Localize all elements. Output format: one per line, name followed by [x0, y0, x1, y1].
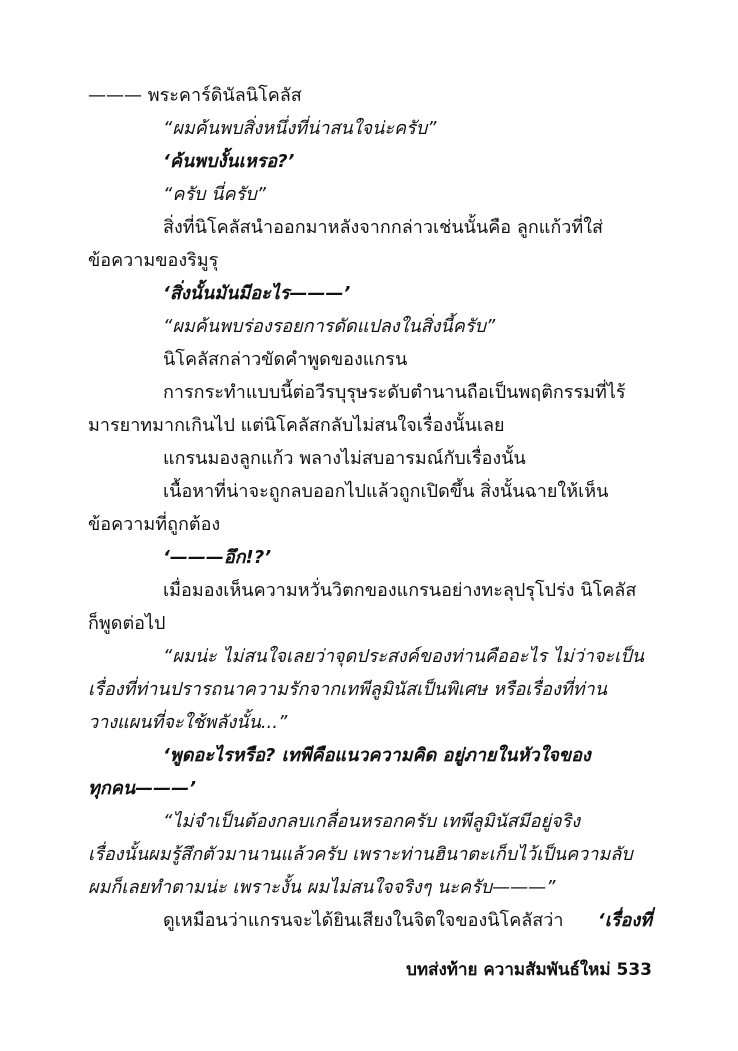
text-line	[163, 909, 652, 933]
text-line: มารยาทมากเกินไป แต่นิโคลัสกลับไม่สนใจเรื่องนั้นเลย	[88, 415, 505, 436]
text-line: “ผมค้นพบร่องรอยการดัดแปลงในสิ่งนี้ครับ”	[163, 316, 496, 337]
text-line: สิ่งที่นิโคลัสนำออกมาหลังจากกล่าวเช่นนั้นคือ ลูกแก้วที่ใส่	[163, 217, 603, 238]
text-line: เรื่องนั้นผมรู้สึกตัวมานานแล้วครับ เพราะท่านฮินาตะเก็บไว้เป็นความลับ	[88, 844, 633, 865]
text-line: เมื่อมองเห็นความหวั่นวิตกของแกรนอย่างทะลุปรุโปร่ง นิโคลัส	[163, 580, 637, 601]
text-line: ‘พูดอะไรหรือ? เทพีคือแนวความคิด อยู่ภายในหัวใจของ	[163, 745, 591, 766]
text-line: ——— พระคาร์ดินัลนิโคลัส	[88, 85, 302, 106]
text-line: ผมก็เลยทำตามน่ะ เพราะงั้น ผมไม่สนใจจริงๆ นะครับ———”	[88, 877, 556, 898]
text-line: “ครับ นี่ครับ”	[163, 184, 266, 205]
text-line: เนื้อหาที่น่าจะถูกลบออกไปแล้วถูกเปิดขึ้น สิ่งนั้นฉายให้เห็น	[163, 481, 609, 502]
text-line: ข้อความของริมูรุ	[88, 250, 219, 271]
text-line: “ผมน่ะ ไม่สนใจเลยว่าจุดประสงค์ของท่านคืออะไร ไม่ว่าจะเป็น	[163, 646, 644, 667]
text-line: ‘———อึก!?’	[163, 547, 272, 568]
text-line: “ผมค้นพบสิ่งหนึ่งที่น่าสนใจน่ะครับ”	[163, 118, 437, 139]
text-line: นิโคลัสกล่าวขัดคำพูดของแกรน	[163, 349, 408, 370]
text-segment: ‘เรื่องที่	[597, 910, 652, 931]
page-footer: บทส่งท้าย ความสัมพันธ์ใหม่ 533	[406, 960, 652, 980]
text-line: ‘สิ่งนั้นมันมีอะไร———’	[163, 283, 351, 304]
text-line: แกรนมองลูกแก้ว พลางไม่สบอารมณ์กับเรื่องนั้น	[163, 448, 526, 469]
text-line: ‘ค้นพบงั้นเหรอ?’	[163, 151, 295, 172]
text-line: เรื่องที่ท่านปรารถนาความรักจากเทพีลูมินัสเป็นพิเศษ หรือเรื่องที่ท่าน	[88, 679, 607, 700]
text-line: วางแผนที่จะใช้พลังนั้น...”	[88, 712, 288, 733]
text-line: การกระทำแบบนี้ต่อวีรบุรุษระดับตำนานถือเป็นพฤติกรรมที่ไร้	[163, 382, 626, 403]
text-segment: ดูเหมือนว่าแกรนจะได้ยินเสียงในจิตใจของนิโคลัสว่า	[163, 910, 564, 931]
text-line: “ไม่จำเป็นต้องกลบเกลื่อนหรอกครับ เทพีลูมินัสมีอยู่จริง	[163, 811, 581, 832]
text-line: ข้อความที่ถูกต้อง	[88, 514, 221, 535]
text-line: ทุกคน———’	[88, 778, 196, 799]
text-line: ก็พูดต่อไป	[88, 613, 166, 634]
